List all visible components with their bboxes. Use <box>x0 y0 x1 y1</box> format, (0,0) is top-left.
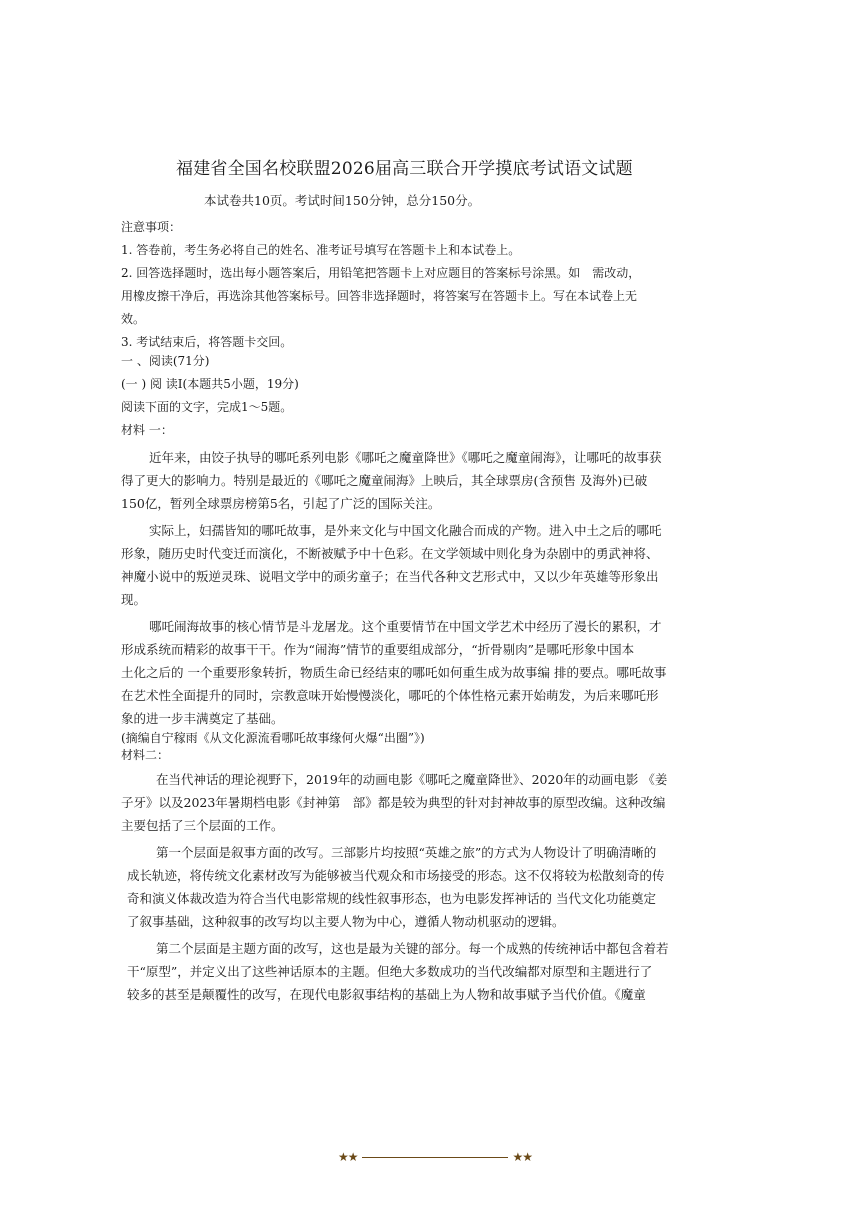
paragraph-6-line-1: 第二个层面是主题方面的改写，这也是最为关键的部分。每一个成熟的传统神话中都包含着若 <box>156 941 669 956</box>
paragraph-4-line-2: 子牙》以及2023年暑期档电影《封神第 部》都是较为典型的针对封神故事的原型改编。这种改编 <box>121 795 666 810</box>
footer-divider <box>362 1157 509 1158</box>
paragraph-1-line-3: 150亿，暂列全球票房榜第5名，引起了广泛的国际关注。 <box>121 496 441 511</box>
paragraph-2-line-2: 形象，随历史时代变迁而演化，不断被赋予中十色彩。在文学领域中则化身为杂剧中的勇武神将、 <box>121 546 659 561</box>
paragraph-3-line-3: 土化之后的 一个重要形象转折，物质生命已经结束的哪吒如何重生成为故事编 排的要点。哪吒故事 <box>121 665 667 680</box>
exam-body <box>121 216 696 1006</box>
section-heading: 一 、阅读(71分) <box>121 354 210 368</box>
paragraph-5-line-1: 第一个层面是叙事方面的改写。三部影片均按照“英雄之旅”的方式为人物设计了明确清晰的 <box>156 845 657 860</box>
paragraph-6-line-2: 干“原型”，并定义出了这些神话原本的主题。但绝大多数成功的当代改编都对原型和主题进行了 <box>127 964 653 979</box>
paragraph-1-line-1: 近年来，由饺子执导的哪吒系列电影《哪吒之魔童降世》《哪吒之魔童闹海》，让哪吒的故事获 <box>149 450 662 465</box>
page-title: 福建省全国名校联盟2026届高三联合开学摸底考试语文试题 <box>176 159 633 179</box>
paragraph-2-line-1: 实际上，妇孺皆知的哪吒故事，是外来文化与中国文化融合而成的产物。进入中土之后的哪吒 <box>149 523 662 538</box>
paragraph-5-line-2: 成长轨迹，将传统文化素材改写为能够被当代观众和市场接受的形态。这不仅将较为松散刻奇的传 <box>127 868 665 883</box>
notice-item-3: 3. 考试结束后，将答题卡交回。 <box>121 335 293 349</box>
reading-instruction: 阅读下面的文字，完成1～5题。 <box>121 400 293 414</box>
paragraph-5-line-3: 奇和演义体裁改造为符合当代电影常规的线性叙事形态，也为电影发挥神话的 当代文化功能奠定 <box>127 891 656 906</box>
notice-item-2-line-3: 效。 <box>121 312 146 326</box>
notice-item-1: 1. 答卷前，考生务必将自己的姓名、准考证号填写在答题卡上和本试卷上。 <box>121 243 521 257</box>
paragraph-2-line-3: 神魔小说中的叛逆灵珠、说唱文学中的顽劣童子；在当代各种文艺形式中，又以少年英雄等形象出 <box>121 569 659 584</box>
paragraph-3-line-2: 形成系统而精彩的故事干干。作为“闹海”情节的重要组成部分，“折骨剔肉”是哪吒形象中国本 <box>121 642 635 657</box>
star-icon-right: ★★ <box>512 1150 532 1164</box>
paragraph-2-line-4: 现。 <box>121 592 147 607</box>
paragraph-4-line-1: 在当代神话的理论视野下，2019年的动画电影《哪吒之魔童降世》、2020年的动画电影 《姜 <box>156 772 668 787</box>
paragraph-3-line-4: 在艺术性全面提升的同时，宗教意味开始慢慢淡化，哪吒的个体性格元素开始萌发，为后来哪吒形 <box>121 688 659 703</box>
notice-heading: 注意事项： <box>121 220 182 234</box>
notice-item-2-line-1: 2. 回答选择题时，选出每小题答案后，用铅笔把答题卡上对应题目的答案标号涂黑。如 需改动， <box>121 266 641 280</box>
star-icon-left: ★★ <box>338 1150 358 1164</box>
paragraph-1-line-2: 得了更大的影响力。特别是最近的《哪吒之魔童闹海》上映后，其全球票房(含预售 及海外)已破 <box>121 473 648 488</box>
exam-info: 本试卷共10页。考试时间150分钟，总分150分。 <box>204 193 481 208</box>
paragraph-5-line-4: 了叙事基础，这种叙事的改写均以主要人物为中心，遵循人物动机驱动的逻辑。 <box>127 914 565 929</box>
notice-item-2-line-2: 用橡皮擦干净后，再选涂其他答案标号。回答非选择题时，将答案写在答题卡上。写在本试卷上无 <box>121 289 638 303</box>
paragraph-6-line-3: 较多的甚至是颠覆性的改写，在现代电影叙事结构的基础上为人物和故事赋予当代价值。《魔童 <box>127 987 646 1002</box>
paragraph-3-line-1: 哪吒闹海故事的核心情节是斗龙屠龙。这个重要情节在中国文学艺术中经历了漫长的累积，才 <box>149 619 662 634</box>
material-1-label: 材料 一： <box>121 423 173 437</box>
source-citation-1: (摘编自宁稼雨《从文化源流看哪吒故事缘何火爆“出圈”》) <box>121 731 425 745</box>
subsection-heading: (一 ) 阅 读Ⅰ(本题共5小题，19分) <box>121 377 299 391</box>
page-footer-ornament <box>338 1147 532 1167</box>
paragraph-4-line-3: 主要包括了三个层面的工作。 <box>121 818 284 833</box>
paragraph-3-line-5: 象的进一步丰满奠定了基础。 <box>121 711 284 726</box>
material-2-label: 材料二： <box>121 748 170 762</box>
